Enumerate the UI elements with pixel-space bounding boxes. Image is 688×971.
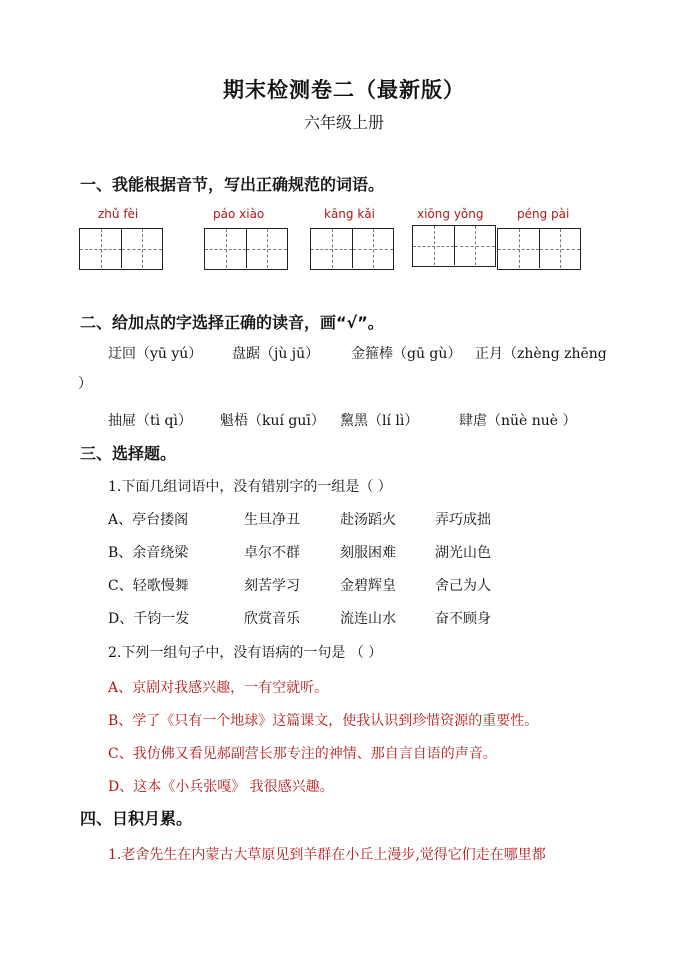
option-word: 奋不顾身: [435, 611, 491, 627]
writing-cell[interactable]: [205, 229, 246, 268]
reading-item: 金箍棒（gū gù）: [351, 346, 462, 362]
pinyin-label: xiōng yǒng: [417, 207, 484, 221]
writing-cell[interactable]: [352, 229, 393, 268]
reading-item: 肆虐（nüè nuè ）: [459, 413, 577, 429]
option-row[interactable]: [108, 509, 528, 529]
sentence-option[interactable]: D、这本《小兵张嘎》 我很感兴趣。: [108, 779, 334, 795]
writing-grid[interactable]: [79, 228, 163, 270]
writing-cell[interactable]: [246, 229, 287, 268]
page-title: 期末检测卷二（最新版）: [223, 78, 465, 102]
reading-item: 抽屉（tì qì）: [108, 413, 192, 429]
writing-cell[interactable]: [454, 226, 495, 265]
option-word: 卓尔不群: [244, 545, 300, 561]
option-word: 赴汤蹈火: [340, 512, 396, 528]
reading-item: 黧黑（lí lì）: [340, 413, 419, 429]
option-row[interactable]: [108, 575, 528, 595]
option-row[interactable]: [108, 542, 528, 562]
option-word: 舍己为人: [435, 578, 491, 594]
question-stem: 1.老舍先生在内蒙古大草原见到羊群在小丘上漫步,觉得它们走在哪里都: [108, 847, 546, 863]
writing-grid[interactable]: [412, 225, 496, 267]
reading-item-wrap: ）: [78, 376, 92, 392]
question-stem: 2.下列一组句子中，没有语病的一句是 （ ）: [108, 645, 383, 661]
sentence-option[interactable]: A、京剧对我感兴趣，一有空就听。: [108, 680, 329, 696]
writing-cell[interactable]: [311, 229, 352, 268]
page-subtitle: 六年级上册: [303, 113, 384, 132]
pinyin-label: kāng kǎi: [324, 207, 375, 221]
section1-heading: 一、我能根据音节，写出正确规范的词语。: [80, 175, 385, 194]
writing-cell[interactable]: [498, 229, 539, 268]
writing-cell[interactable]: [539, 229, 580, 268]
section4-heading: 四、日积月累。: [80, 809, 193, 828]
section3-heading: 三、选择题。: [80, 444, 177, 463]
pinyin-label: zhǔ fèi: [98, 207, 139, 221]
writing-cell[interactable]: [413, 226, 454, 265]
reading-item: 魁梧（kuí guī）: [220, 413, 325, 429]
question-stem: 1.下面几组词语中，没有错别字的一组是（ ）: [108, 479, 392, 495]
option-row[interactable]: [108, 608, 528, 628]
writing-cell[interactable]: [121, 229, 162, 268]
writing-cell[interactable]: [80, 229, 121, 268]
reading-item: 正月（zhèng zhēng: [475, 346, 607, 362]
option-word: 金碧辉皇: [340, 578, 396, 594]
writing-grid[interactable]: [204, 228, 288, 270]
option-word: C、轻歌慢舞: [108, 578, 189, 594]
option-word: B、余音绕梁: [108, 545, 189, 561]
writing-grid[interactable]: [497, 228, 581, 270]
section2-heading: 二、给加点的字选择正确的读音，画“√”。: [80, 313, 384, 332]
option-word: A、亭台搂阁: [108, 512, 189, 528]
writing-grid[interactable]: [310, 228, 394, 270]
reading-item: 迂回（yū yú）: [108, 346, 203, 362]
option-word: 欣赏音乐: [244, 611, 300, 627]
pinyin-label: páo xiào: [213, 207, 265, 221]
pinyin-label: péng pài: [517, 207, 570, 221]
option-word: D、千钧一发: [108, 611, 190, 627]
sentence-option[interactable]: C、我仿佛又看见郝副营长那专注的神情、那自言自语的声音。: [108, 746, 497, 762]
sentence-option[interactable]: B、学了《只有一个地球》这篇课文，使我认识到珍惜资源的重要性。: [108, 713, 539, 729]
option-word: 湖光山色: [435, 545, 491, 561]
reading-item: 盘踞（jù jū）: [232, 346, 320, 362]
option-word: 刻服困难: [340, 545, 396, 561]
option-word: 流连山水: [340, 611, 396, 627]
option-word: 弄巧成拙: [435, 512, 491, 528]
option-word: 刻苦学习: [244, 578, 300, 594]
option-word: 生旦净丑: [244, 512, 300, 528]
